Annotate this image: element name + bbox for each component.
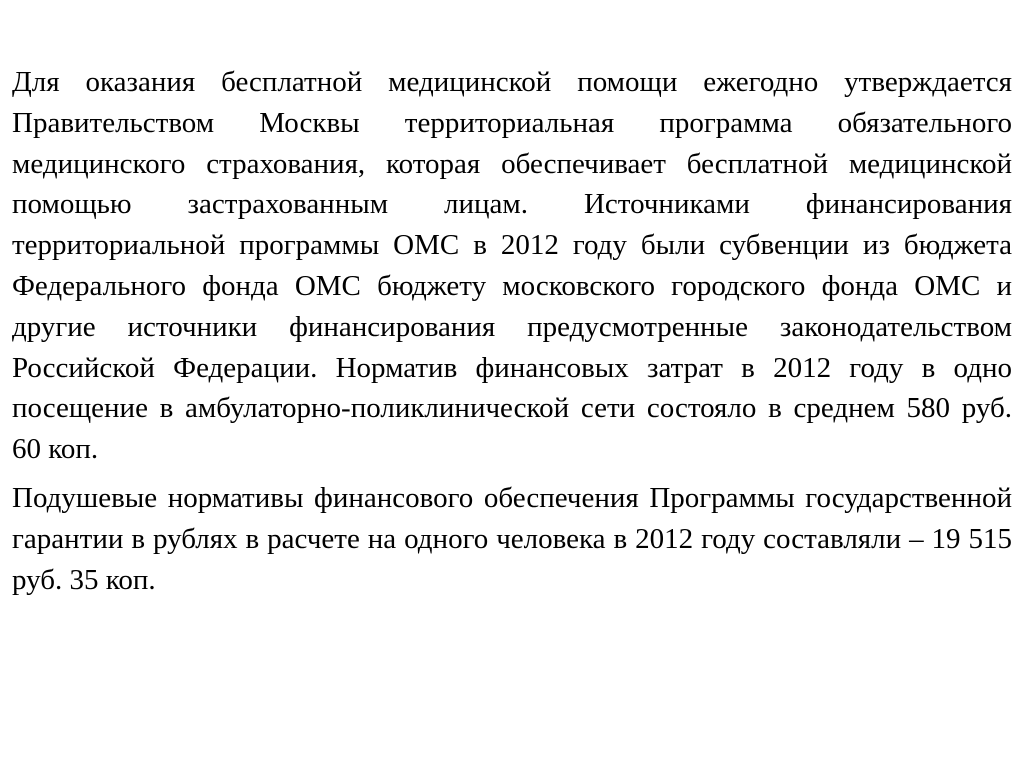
paragraph-per-capita-standards: Подушевые нормативы финансового обеспечения Программы государственной гарантии в рублях в расчете на одного человека в 2012 году составляли – 19 515 руб. 35 коп.: [12, 481, 1012, 596]
paragraph-funding-program: Для оказания бесплатной медицинской помощи ежегодно утверждается Правительством Москвы территориальная программа обязательного медицинского страхования, которая обеспечивает бесплатной медицинской помощью застрахованным лицам. Источниками финансирования территориальной программы ОМС в 2012 году были субвенции из бюджета Федерального фонда ОМС бюджету московского городского фонда ОМС и другие источники финансирования предусмотренные законодательством Российской Федерации. Норматив финансовых затрат в 2012 году в одно посещение в амбулаторно-поликлинической сети состояло в среднем 580 руб. 60 коп.: [12, 66, 1012, 466]
